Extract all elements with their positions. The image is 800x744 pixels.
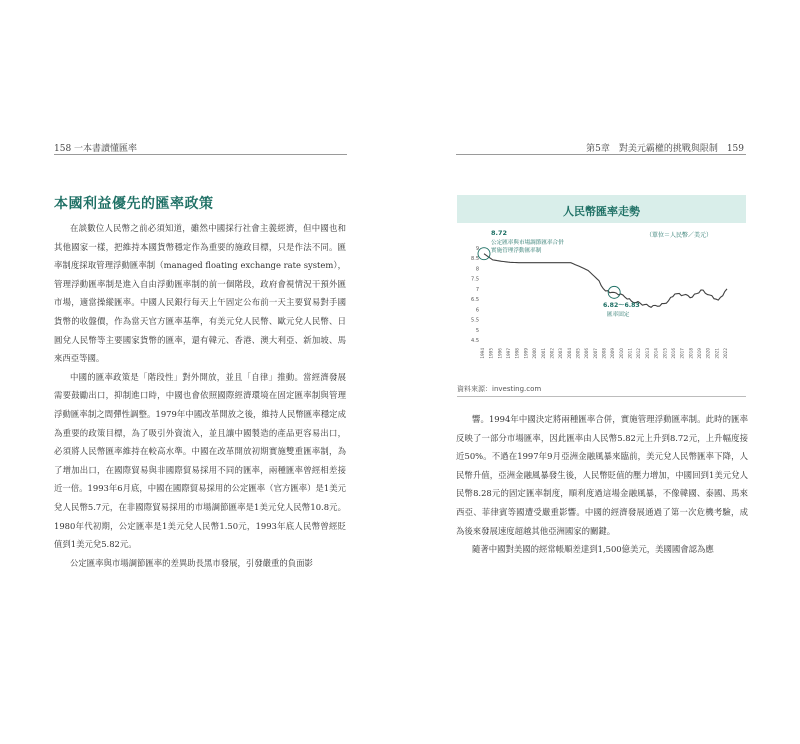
source-rule bbox=[457, 396, 746, 397]
chart-plot bbox=[457, 223, 746, 373]
x-tick-label: 2003 bbox=[558, 348, 564, 359]
x-tick-label: 2002 bbox=[549, 348, 555, 359]
paragraph: 在談數位人民幣之前必須知道，雖然中國採行社會主義經濟，但中國也和其他國家一樣，把維持本國貨幣穩定作為重要的施政目標，只是作法不同。匯率制度採取管理浮動匯率制（managed floating exchange rate system），管理浮動匯率制是進入自由浮動匯率制的前一個階段，政府會視情況干預外匯市場，適當操縱匯率。中國人民銀行每天上午固定公布前一天主要貿易對手國貨幣的收盤價，作為當天官方匯率基準，有美元兌人民幣、歐元兌人民幣、日圓兌人民幣等主要國家貨幣的匯率，還有韓元、香港、澳大利亞、新加坡、馬來西亞等國。 bbox=[54, 223, 346, 364]
y-tick-label: 6 bbox=[475, 307, 479, 314]
paragraph: 響。1994年中國決定將兩種匯率合併，實施管理浮動匯率制。此時的匯率反映了一部分市場匯率，因此匯率由人民幣5.82元上升到8.72元，上升幅度接近50%。不過在1997年9月亞洲金融風暴來臨前，美元兌人民幣匯率下降，人民幣升值，亞洲金融風暴發生後，人民幣貶值的壓力增加，中國回到1美元兌人民幣8.28元的固定匯率制度，順利度過這場金融風暴，不像韓國、泰國、馬來西亞、菲律賓等國遭受嚴重影響。中國的經濟發展通過了第一次危機考驗，成為後來發展速度超越其他亞洲國家的關鍵。 bbox=[456, 414, 748, 536]
x-axis bbox=[480, 348, 728, 359]
annotation-2-value: 6.82～6.83 bbox=[603, 302, 640, 309]
x-tick-label: 2014 bbox=[653, 348, 659, 359]
x-tick-label: 2008 bbox=[601, 348, 607, 359]
unit-label: （單位＝人民幣／美元） bbox=[645, 232, 713, 239]
left-running-head: 158 一本書讀懂匯率 bbox=[54, 144, 138, 154]
x-tick-label: 2012 bbox=[636, 348, 642, 359]
x-tick-label: 2018 bbox=[688, 348, 694, 359]
x-tick-label: 2016 bbox=[670, 348, 676, 359]
y-tick-label: 5 bbox=[475, 327, 479, 334]
x-tick-label: 2005 bbox=[575, 348, 581, 359]
x-tick-label: 2022 bbox=[723, 348, 728, 359]
x-tick-label: 1999 bbox=[523, 348, 529, 359]
y-tick-label: 4.5 bbox=[471, 338, 479, 344]
exchange-rate-chart bbox=[457, 195, 746, 375]
y-tick-label: 8 bbox=[475, 266, 479, 273]
x-tick-label: 1995 bbox=[488, 348, 494, 359]
x-tick-label: 2009 bbox=[610, 348, 616, 359]
y-tick-label: 8.5 bbox=[471, 256, 479, 263]
y-tick-label: 5.5 bbox=[471, 317, 479, 324]
paragraph: 公定匯率與市場調節匯率的差異助長黑市發展，引發嚴重的負面影 bbox=[70, 557, 313, 568]
left-body-text bbox=[54, 219, 346, 572]
y-axis bbox=[471, 246, 479, 344]
y-tick-label: 6.5 bbox=[471, 297, 479, 304]
paragraph: 隨著中國對美國的經常帳順差達到1,500億美元，美國國會認為應 bbox=[472, 544, 714, 555]
annotation-2-line-1: 匯率固定 bbox=[607, 312, 630, 318]
x-tick-label: 1997 bbox=[506, 348, 512, 359]
x-tick-label: 1994 bbox=[480, 348, 485, 359]
x-tick-label: 2013 bbox=[644, 348, 650, 359]
y-tick-label: 7.5 bbox=[471, 276, 479, 283]
x-tick-label: 2000 bbox=[532, 348, 538, 359]
x-tick-label: 2004 bbox=[566, 348, 572, 359]
section-title: 本國利益優先的匯率政策 bbox=[54, 196, 214, 212]
series-line bbox=[484, 254, 727, 308]
right-page bbox=[400, 0, 800, 744]
y-tick-label: 7 bbox=[475, 286, 479, 293]
annotation-1-value: 8.72 bbox=[491, 229, 508, 237]
right-head-rule bbox=[456, 154, 746, 155]
x-tick-label: 2001 bbox=[540, 348, 546, 359]
y-tick-label: 9 bbox=[475, 246, 479, 252]
paragraph: 中國的匯率政策是「階段性」對外開放，並且「自律」推動。當經濟發展需要鼓勵出口，抑制進口時，中國也會依照國際經濟環境在固定匯率制與管理浮動匯率制之間彈性調整。1979年中國改革開放之後，維持人民幣匯率穩定成為重要的政策目標，為了吸引外資流入，並且讓中國製造的產品更容易出口，必須將人民幣匯率維持在較高水準。中國在改革開放初期實施雙重匯率制，為了增加出口，在國際貿易與非國際貿易採用不同的匯率，兩種匯率曾經相差接近一倍。1993年6月底，中國在國際貿易採用的公定匯率（官方匯率）是1美元兌人民幣5.7元，在非國際貿易採用的市場調節匯率是1美元兌人民幣10.8元。1980年代初期，公定匯率是1美元兌人民幣1.50元，1993年底人民幣曾經貶值到1美元兌5.82元。 bbox=[54, 371, 346, 550]
x-tick-label: 1996 bbox=[497, 348, 503, 359]
left-head-rule bbox=[54, 154, 347, 155]
right-running-head: 第5章 對美元霸權的挑戰與限制 159 bbox=[586, 144, 744, 154]
x-tick-label: 1998 bbox=[514, 348, 520, 359]
annotation-1-line-2: 實施管理浮動匯率制 bbox=[491, 248, 542, 254]
chart-title: 人民幣匯率走勢 bbox=[563, 205, 640, 218]
x-tick-label: 2011 bbox=[627, 348, 633, 359]
x-tick-label: 2020 bbox=[705, 348, 711, 359]
right-body-text bbox=[456, 410, 748, 559]
x-tick-label: 2006 bbox=[584, 348, 590, 359]
annotation-1-line-1: 公定匯率與市場調節匯率合併 bbox=[491, 240, 564, 246]
x-tick-label: 2007 bbox=[592, 348, 598, 359]
x-tick-label: 2019 bbox=[696, 348, 702, 359]
x-tick-label: 2015 bbox=[662, 348, 668, 359]
x-tick-label: 2021 bbox=[714, 348, 720, 359]
chart-source: 資料來源：investing.com bbox=[457, 385, 542, 393]
x-tick-label: 2017 bbox=[679, 348, 685, 359]
x-tick-label: 2010 bbox=[618, 348, 624, 359]
